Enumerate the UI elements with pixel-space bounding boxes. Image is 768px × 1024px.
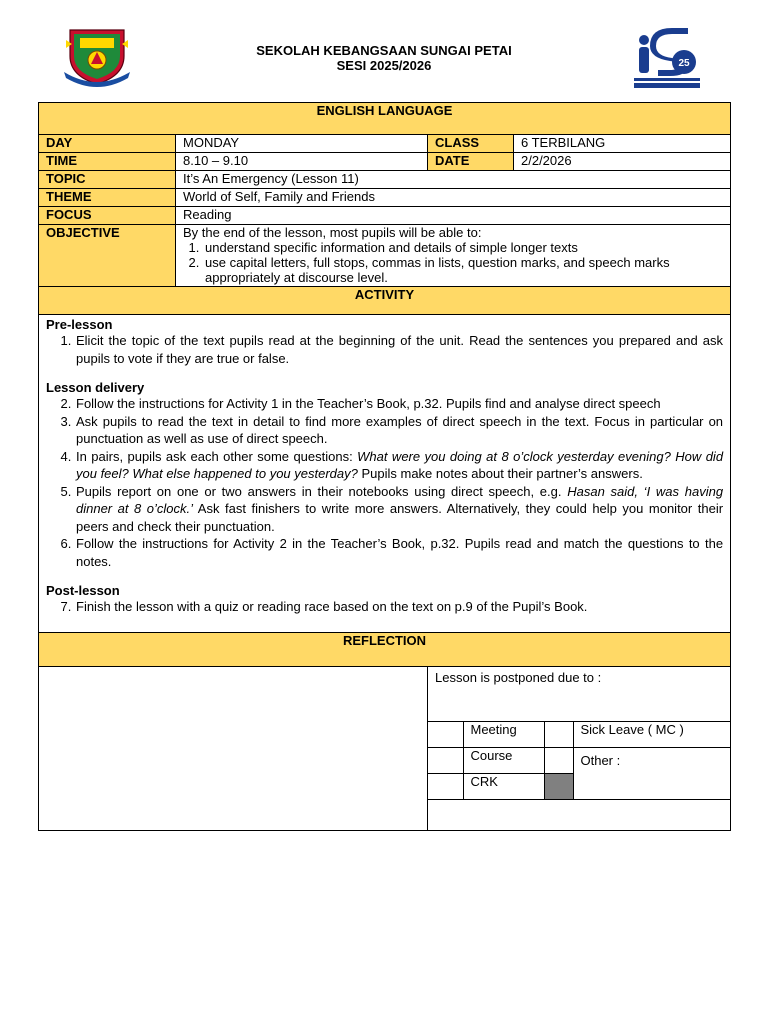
activity-step [75, 483, 723, 536]
school-name: SEKOLAH KEBANGSAAN SUNGAI PETAI [256, 43, 512, 58]
objective-intro: By the end of the lesson, most pupils will be able to: [183, 225, 482, 240]
activity-step-text: Pupils make notes about their partner’s answers. [357, 466, 643, 481]
meeting-label: Meeting [463, 721, 544, 747]
subject-heading: ENGLISH LANGUAGE [39, 103, 731, 135]
svg-text:25: 25 [678, 58, 690, 69]
focus-value: Reading [176, 207, 731, 225]
postponement-panel [428, 667, 731, 831]
objective-item: 2. use capital letters, full stops, commas in lists, question marks, and speech marks appropriately at discourse level. [203, 255, 723, 285]
course-checkbox[interactable] [428, 747, 463, 773]
other-label: Other : [573, 747, 731, 799]
crk-checkbox[interactable] [428, 773, 463, 799]
course-label: Course [463, 747, 544, 773]
other-checkbox[interactable] [544, 747, 573, 773]
day-value: MONDAY [176, 135, 428, 153]
lesson-delivery-heading: Lesson delivery [46, 380, 145, 395]
postponement-blank-row [428, 799, 731, 830]
focus-label: FOCUS [39, 207, 176, 225]
crk-label: CRK [463, 773, 544, 799]
lesson-plan-table [38, 102, 731, 831]
post-lesson-heading: Post-lesson [46, 583, 120, 598]
date-label: DATE [428, 153, 514, 171]
activity-step-text: Ask fast finishers to write more answers. Alternatively, they could help you monitor their peers and check their punctuation. [76, 501, 724, 534]
objective-content [176, 225, 731, 287]
crk-filled-box [544, 773, 573, 799]
meeting-checkbox[interactable] [428, 721, 463, 747]
activity-step-questions: What were you doing at 8 o’clock yesterday evening? How did you feel? What else happened to you yesterday? [76, 448, 724, 481]
activity-step: 1. Elicit the topic of the text pupils read at the beginning of the unit. Read the sentences you prepared and ask pupils to vote if they are true or false. [75, 332, 723, 367]
pre-lesson-heading: Pre-lesson [46, 317, 113, 332]
theme-label: THEME [39, 189, 176, 207]
post-lesson-list [46, 598, 723, 616]
reflection-heading: REFLECTION [39, 633, 731, 667]
time-label: TIME [39, 153, 176, 171]
day-label: DAY [39, 135, 176, 153]
objective-label: OBJECTIVE [39, 225, 176, 287]
activity-step [75, 448, 723, 483]
transformation-program-logo-icon [632, 28, 702, 90]
activity-step-text: Pupils report on one or two answers in their notebooks using direct speech, e.g. [76, 483, 568, 499]
activity-step-example: Hasan said, ‘I was having dinner at 8 o’clock.’ [76, 483, 724, 516]
topic-value: It’s An Emergency (Lesson 11) [176, 171, 731, 189]
activity-step: 7. Finish the lesson with a quiz or reading race based on the text on p.9 of the Pupil’s Book. [75, 598, 723, 616]
lesson-delivery-list [46, 395, 723, 570]
postponement-table [428, 667, 731, 830]
activity-content [39, 315, 731, 633]
date-value: 2/2/2026 [514, 153, 731, 171]
activity-step: 6. Follow the instructions for Activity 2 in the Teacher’s Book, p.32. Pupils read and match the questions to the notes. [75, 535, 723, 570]
class-label: CLASS [428, 135, 514, 153]
activity-step: 2. Follow the instructions for Activity 1 in the Teacher’s Book, p.32. Pupils find and analyse direct speech [75, 395, 723, 413]
school-session: SESI 2025/2026 [336, 58, 432, 73]
activity-step: 3. Ask pupils to read the text in detail to find more examples of direct speech in the text. Focus in particular on punctuation as well as use of direct speech. [75, 413, 723, 448]
sick-leave-label: Sick Leave ( MC ) [573, 721, 731, 747]
objective-item: 1. understand specific information and details of simple longer texts [203, 240, 723, 255]
topic-label: TOPIC [39, 171, 176, 189]
sick-leave-checkbox[interactable] [544, 721, 573, 747]
postponed-label: Lesson is postponed due to : [428, 667, 731, 721]
activity-heading: ACTIVITY [39, 287, 731, 315]
objective-list [183, 240, 723, 285]
theme-value: World of Self, Family and Friends [176, 189, 731, 207]
activity-step-text: In pairs, pupils ask each other some questions: [76, 448, 358, 464]
class-value: 6 TERBILANG [514, 135, 731, 153]
pre-lesson-list [46, 332, 723, 367]
reflection-notes-area [39, 667, 428, 831]
time-value: 8.10 – 9.10 [176, 153, 428, 171]
